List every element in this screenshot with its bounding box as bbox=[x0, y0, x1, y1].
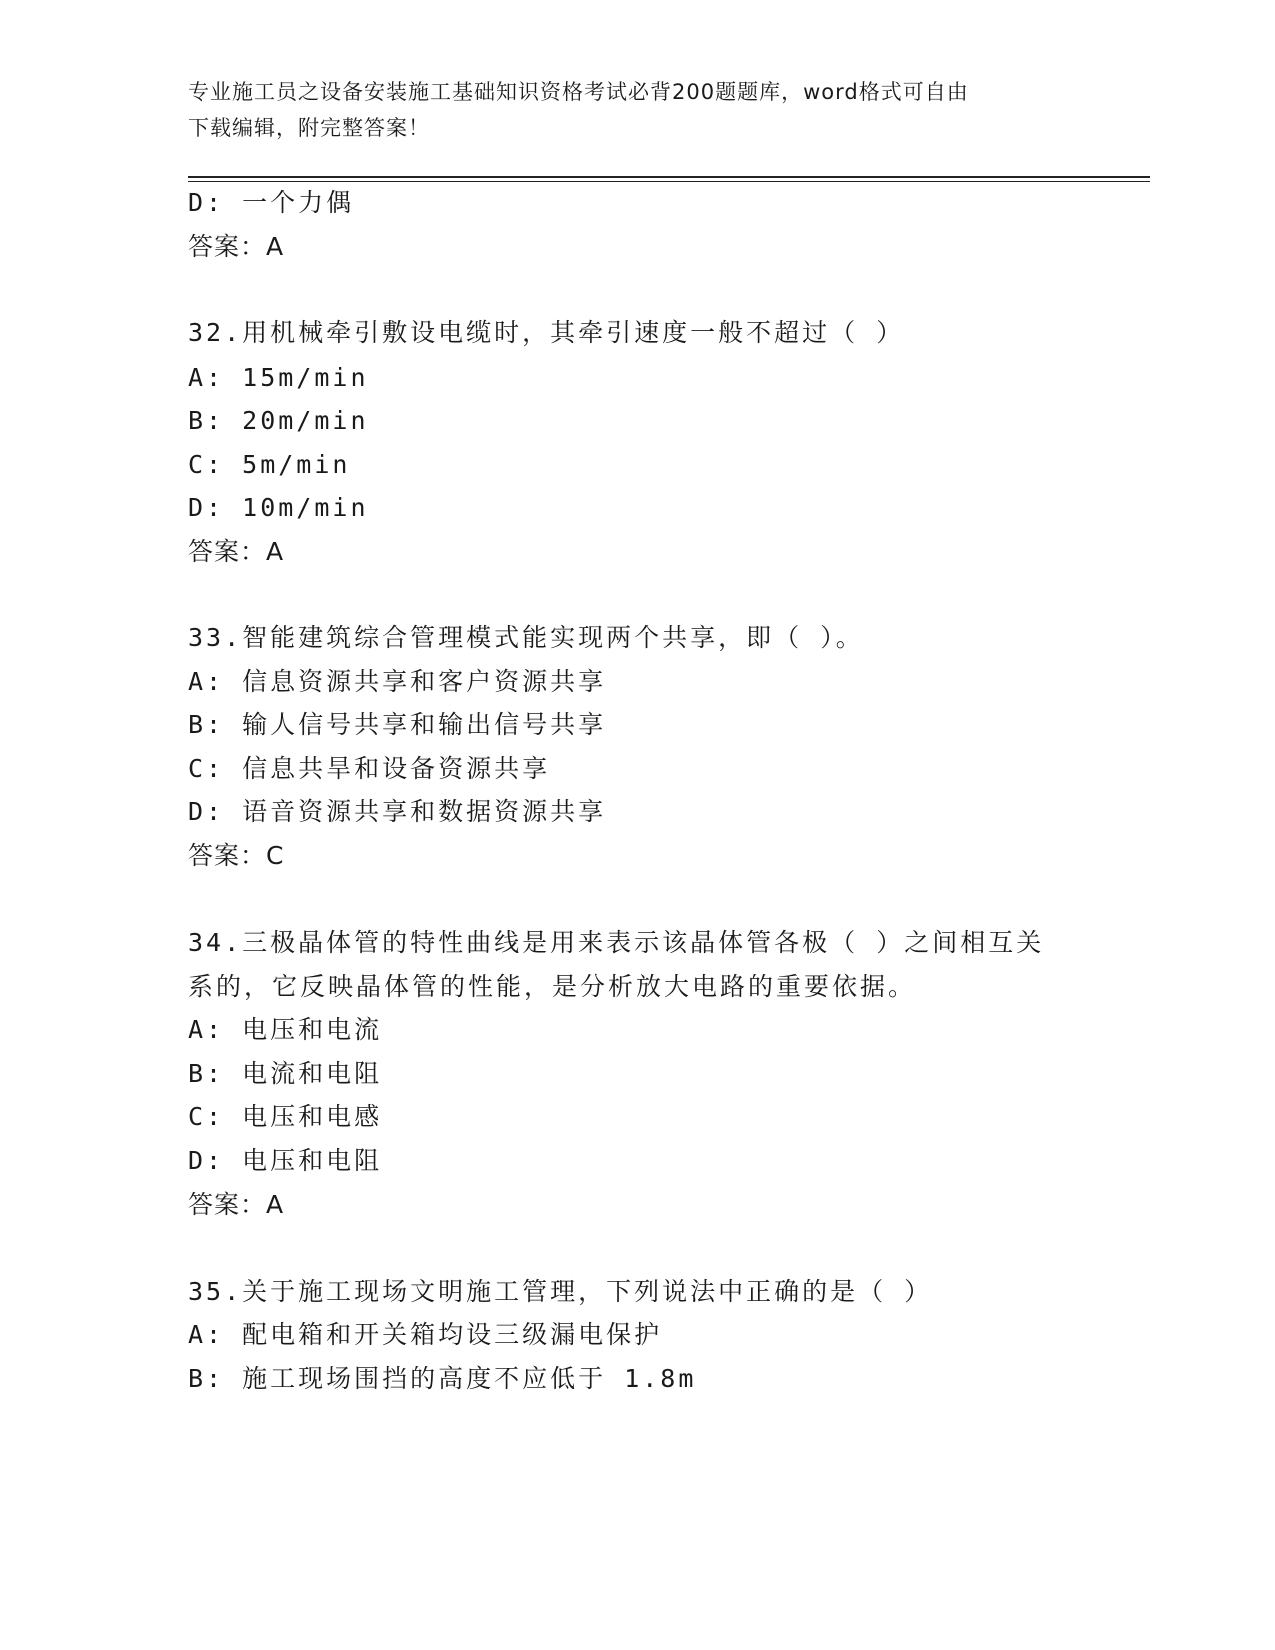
header-divider-thin bbox=[188, 181, 1150, 182]
question-32-option-b: B: 20m/min bbox=[188, 406, 369, 435]
question-34-answer: 答案：A bbox=[188, 1190, 285, 1219]
question-35-option-a: A: 配电箱和开关箱均设三级漏电保护 bbox=[188, 1320, 663, 1349]
question-35-stem: 35.关于施工现场文明施工管理，下列说法中正确的是（ ） bbox=[188, 1277, 933, 1306]
question-34-option-c: C: 电压和电感 bbox=[188, 1102, 383, 1131]
question-34-stem-line-1: 34.三极晶体管的特性曲线是用来表示该晶体管各极（ ）之间相互关 bbox=[188, 928, 1045, 957]
question-32-option-c: C: 5m/min bbox=[188, 450, 351, 479]
question-33-option-d: D: 语音资源共享和数据资源共享 bbox=[188, 797, 607, 826]
question-34-stem-line-2: 系的，它反映晶体管的性能，是分析放大电路的重要依据。 bbox=[188, 972, 917, 1001]
question-32-answer: 答案：A bbox=[188, 537, 285, 566]
header-divider-thick bbox=[188, 176, 1150, 178]
question-33-option-c: C: 信息共旱和设备资源共享 bbox=[188, 754, 551, 783]
question-33-option-a: A: 信息资源共享和客户资源共享 bbox=[188, 667, 607, 696]
option-d: D: 一个力偶 bbox=[188, 188, 355, 217]
question-33-option-b: B: 输人信号共享和输出信号共享 bbox=[188, 710, 607, 739]
question-33-answer: 答案：C bbox=[188, 841, 285, 870]
question-35-option-b: B: 施工现场围挡的高度不应低于 1.8m bbox=[188, 1364, 697, 1393]
question-32-stem: 32.用机械牵引敷设电缆时，其牵引速度一般不超过（ ） bbox=[188, 318, 905, 347]
question-32-option-a: A: 15m/min bbox=[188, 363, 369, 392]
question-34-option-a: A: 电压和电流 bbox=[188, 1015, 383, 1044]
header-line-1: 专业施工员之设备安装施工基础知识资格考试必背200题题库，word格式可自由 bbox=[188, 80, 969, 104]
header-line-2: 下载编辑，附完整答案！ bbox=[188, 116, 430, 140]
question-34-option-b: B: 电流和电阻 bbox=[188, 1059, 383, 1088]
question-34-option-d: D: 电压和电阻 bbox=[188, 1146, 383, 1175]
document-header bbox=[188, 74, 1068, 146]
answer-line: 答案：A bbox=[188, 232, 285, 261]
question-32-option-d: D: 10m/min bbox=[188, 493, 369, 522]
question-33-stem: 33.智能建筑综合管理模式能实现两个共享，即（ ）。 bbox=[188, 623, 864, 652]
